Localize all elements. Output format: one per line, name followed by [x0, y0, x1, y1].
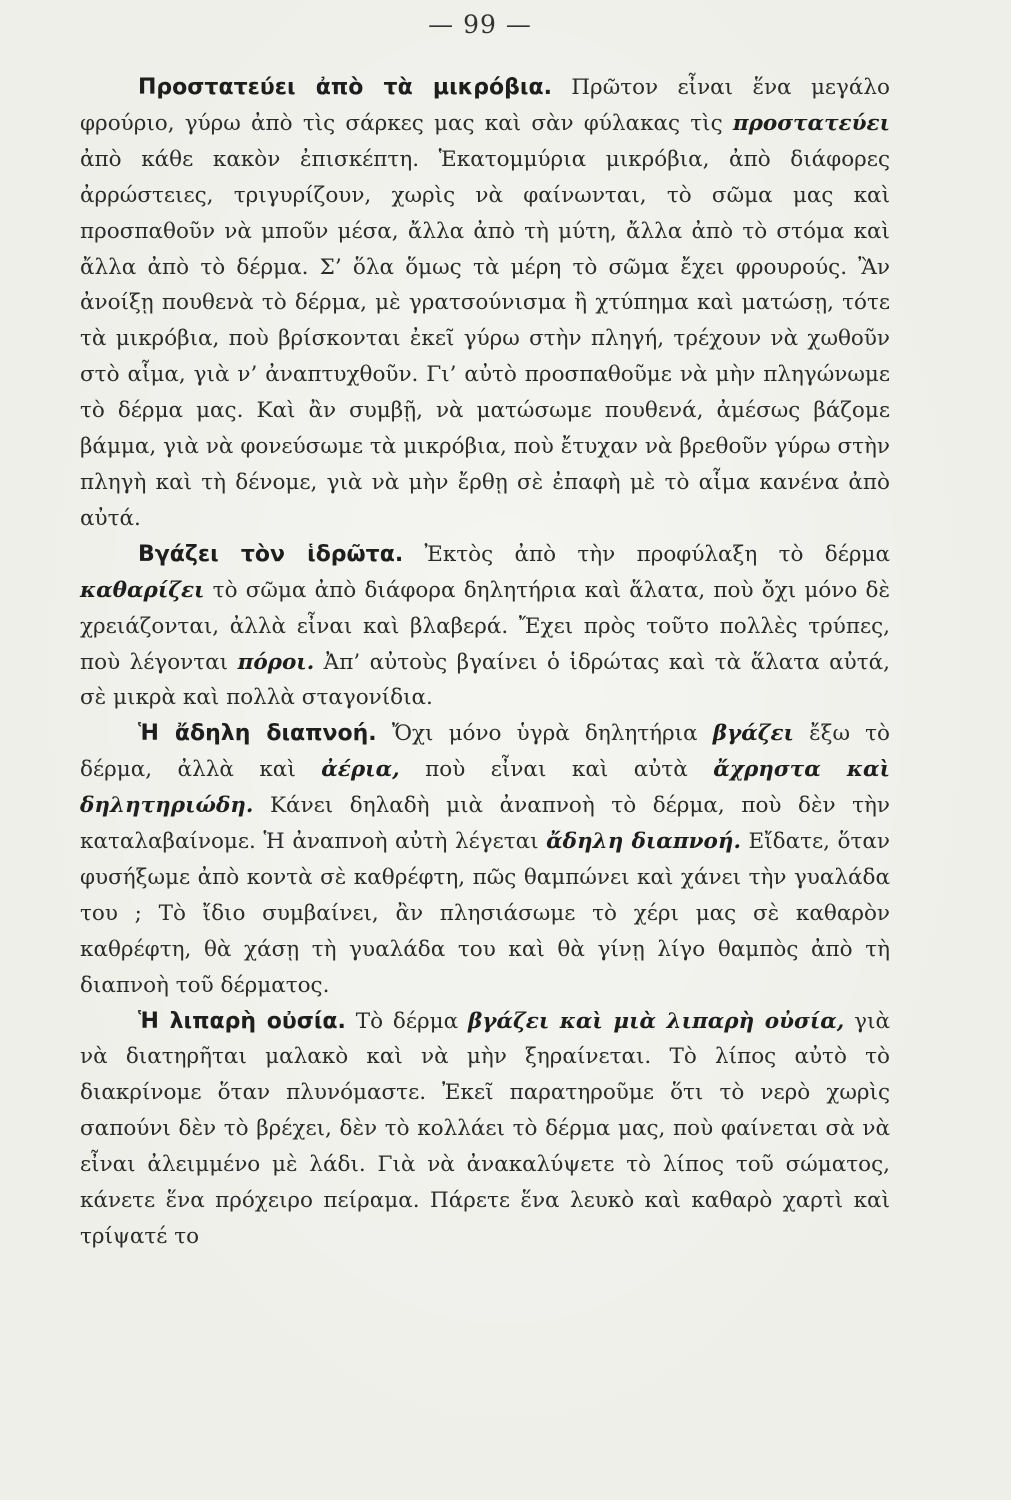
paragraph-text: τὸ σῶμα ἀπὸ διάφορα δηλητήρια καὶ ἅλατα, ποὺ ὄχι μόνο δὲ χρειάζονται, ἀλλὰ εἶναι καὶ βλαβερά. Ἔχει πρὸς τοῦτο πολλὲς τρύπες, ποὺ λέγονται: [80, 577, 890, 675]
emphasized-term: πόροι.: [237, 649, 315, 675]
paragraph-oily-substance: [80, 1004, 890, 1255]
paragraph-text: ποὺ εἶναι καὶ αὐτὰ: [399, 757, 714, 783]
emphasized-term: προστατεύει: [732, 110, 890, 136]
section-heading: Βγάζει τὸν ἱδρῶτα.: [138, 541, 404, 567]
paragraph-text: Ἐκτὸς ἀπὸ τὴν προφύλαξη τὸ δέρμα: [403, 541, 890, 567]
emphasized-term: καθαρίζει: [80, 577, 205, 603]
emphasized-term: βγάζει: [712, 721, 794, 747]
paragraph-text: Πρῶτον εἶναι ἕνα μεγάλο φρούριο, γύρω ἀπὸ τὶς σάρκες μας καὶ σὰν φύλακας τὶς: [80, 75, 890, 136]
section-heading: Ἡ ἄδηλη διαπνοή.: [138, 721, 377, 747]
emphasized-term: βγάζει καὶ μιὰ λιπαρὴ οὐσία,: [468, 1008, 845, 1034]
paragraph-perspiration: [80, 716, 890, 1003]
page-body: [80, 70, 890, 1255]
paragraph-text: ἀπὸ κάθε κακὸν ἐπισκέπτη. Ἑκατομμύρια μικρόβια, ἀπὸ διάφορες ἀρρώστειες, τριγυρίζουν, χωρὶς νὰ φαίνωνται, τὸ σῶμα μας καὶ προσπαθοῦν νὰ μποῦν μέσα, ἄλλα ἀπὸ τὴ μύτη, ἄλλα ἀπὸ τὸ στόμα καὶ ἄλλα ἀπὸ τὸ δέρμα. Σ’ ὅλα ὅμως τὰ μέρη τὸ σῶμα ἔχει φρουρούς. Ἂν ἀνοίξῃ πουθενὰ τὸ δέρμα, μὲ γρατσούνισμα ἢ χτύπημα καὶ ματώσῃ, τότε τὰ μικρόβια, ποὺ βρίσκονται ἐκεῖ γύρω στὴν πληγή, τρέχουν νὰ χωθοῦν στὸ αἷμα, γιὰ ν’ ἀναπτυχθοῦν. Γι’ αὐτὸ προσπαθοῦμε νὰ μὴν πληγώνωμε τὸ δέρμα μας. Καὶ ἂν συμβῇ, νὰ ματώσωμε πουθενά, ἀμέσως βάζομε βάμμα, γιὰ νὰ φονεύσωμε τὰ μικρόβια, ποὺ ἔτυχαν νὰ βρεθοῦν γύρω στὴν πληγὴ καὶ τὴ δένομε, γιὰ νὰ μὴν ἔρθῃ σὲ ἐπαφὴ μὲ τὸ αἷμα κανένα ἀπὸ αὐτά.: [80, 146, 890, 531]
paragraph-sweat: [80, 537, 890, 717]
paragraph-text: Τὸ δέρμα: [345, 1008, 468, 1034]
emphasized-term: ἄδηλη διαπνοή.: [546, 829, 741, 855]
paragraph-text: Ἀπ’ αὐτοὺς βγαίνει ὁ ἱδρώτας καὶ τὰ ἅλατα αὐτά, σὲ μικρὰ καὶ πολλὰ σταγονίδια.: [80, 649, 891, 711]
paragraph-text: ἔξω τὸ δέρμα, ἀλλὰ καὶ: [80, 721, 890, 783]
section-heading: Ἡ λιπαρὴ οὐσία.: [138, 1008, 346, 1034]
paragraph-microbes: [80, 70, 890, 537]
paragraph-text: Ὄχι μόνο ὑγρὰ δηλητήρια: [376, 721, 713, 747]
page-number: — 99 —: [428, 10, 532, 39]
emphasized-term: ἄχρηστα καὶ δηλητηριώδη.: [80, 757, 890, 819]
paragraph-text: Κάνει δηλαδὴ μιὰ ἀναπνοὴ τὸ δέρμα, ποὺ δὲν τὴν καταλαβαίνομε. Ἡ ἀναπνοὴ αὐτὴ λέγεται: [80, 793, 890, 855]
section-heading: Προστατεύει ἀπὸ τὰ μικρόβια.: [138, 75, 552, 100]
emphasized-term: ἀέρια,: [321, 757, 400, 783]
paragraph-text: γιὰ νὰ διατηρῆται μαλακὸ καὶ νὰ μὴν ξηραίνεται. Τὸ λίπος αὐτὸ τὸ διακρίνομε ὅταν πλυνόμαστε. Ἐκεῖ παρατηροῦμε ὅτι τὸ νερὸ χωρὶς σαπούνι δὲν τὸ βρέχει, δὲν τὸ κολλάει τὸ δέρμα μας, ποὺ φαίνεται σὰ νὰ εἶναι ἀλειμμένο μὲ λάδι. Γιὰ νὰ ἀνακαλύψετε τὸ λίπος τοῦ σώματος, κάνετε ἕνα πρόχειρο πείραμα. Πάρετε ἕνα λευκὸ καὶ καθαρὸ χαρτὶ καὶ τρίψατέ το: [80, 1008, 890, 1249]
paragraph-text: Εἴδατε, ὅταν φυσήξωμε ἀπὸ κοντὰ σὲ καθρέφτη, πῶς θαμπώνει καὶ χάνει τὴν γυαλάδα του ; Τὸ ἴδιο συμβαίνει, ἂν πλησιάσωμε τὸ χέρι μας σὲ καθαρὸν καθρέφτη, θὰ χάσῃ τὴ γυαλάδα του καὶ θὰ γίνῃ λίγο θαμπὸς ἀπὸ τὴ διαπνοὴ τοῦ δέρματος.: [80, 829, 890, 998]
